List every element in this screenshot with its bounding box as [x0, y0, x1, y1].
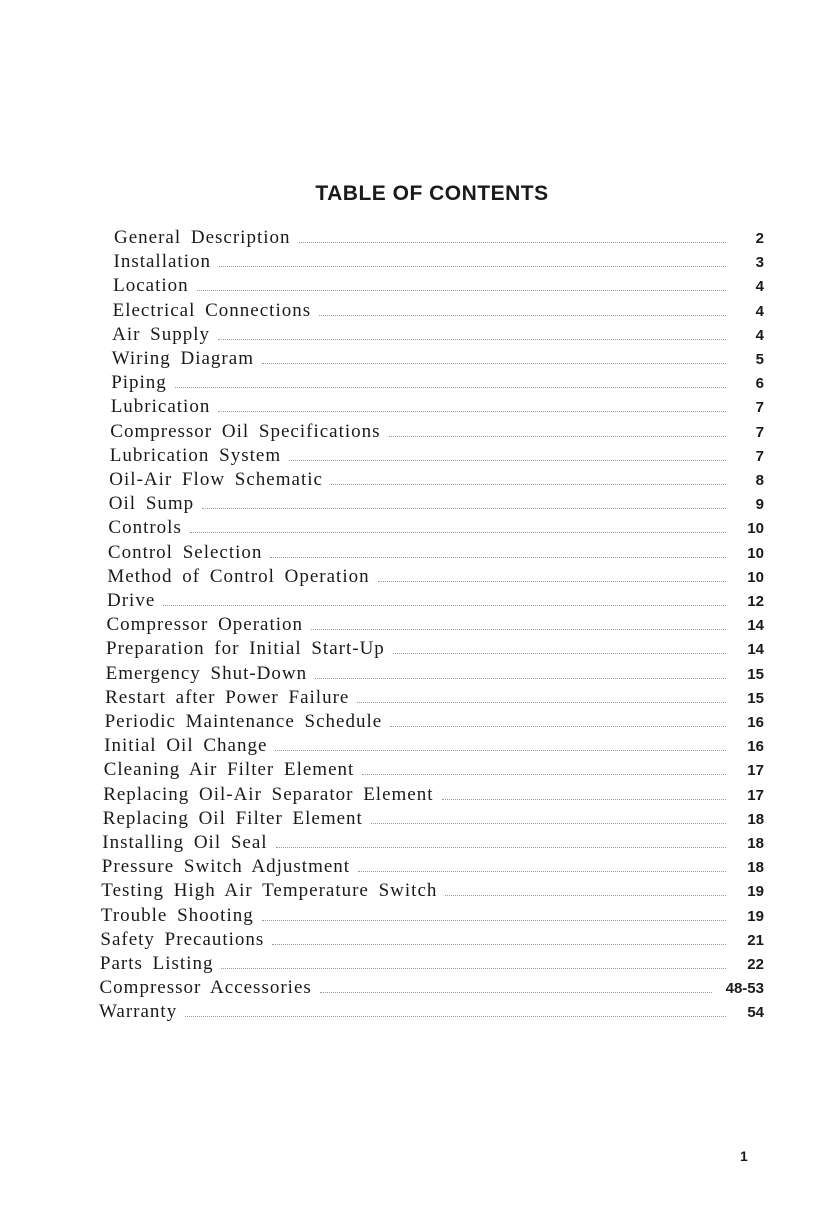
dot-leader [315, 678, 726, 679]
dot-leader [262, 920, 726, 921]
dot-leader [175, 387, 726, 388]
toc-entry-label: Compressor Operation [106, 614, 304, 636]
toc-entry-label: Air Supply [112, 323, 211, 345]
toc-entry-page: 19 [747, 883, 764, 901]
dot-leader [218, 411, 726, 412]
toc-entry-page: 7 [755, 447, 764, 465]
toc-entry-page: 9 [755, 496, 764, 514]
dot-leader [272, 944, 726, 945]
toc-entry-page: 14 [747, 641, 764, 659]
dot-leader [362, 774, 726, 775]
toc-entry [101, 879, 764, 903]
dot-leader [319, 315, 726, 316]
toc-entry-label: Controls [108, 517, 182, 539]
toc-entry [103, 807, 764, 831]
dot-leader [275, 750, 726, 751]
toc-entry-page: 10 [747, 544, 764, 562]
toc-entry-label: Replacing Oil-Air Separator Element [103, 783, 434, 805]
toc-entry [110, 444, 764, 468]
toc-entry-label: Drive [107, 590, 156, 611]
toc-entry-label: Testing High Air Temperature Switch [101, 880, 438, 902]
toc-entry [109, 468, 764, 492]
dot-leader [163, 605, 726, 606]
dot-leader [197, 290, 726, 291]
toc-entry-page: 5 [755, 351, 764, 368]
dot-leader [299, 242, 726, 243]
toc-entry-page: 10 [747, 520, 764, 538]
toc-entry-label: Pressure Switch Adjustment [101, 856, 351, 878]
toc-entry-label: Oil-Air Flow Schematic [109, 469, 323, 490]
toc-entry-label: Compressor Accessories [99, 977, 312, 999]
toc-entry-label: Emergency Shut-Down [105, 662, 308, 684]
toc-entry-page: 48-53 [725, 980, 764, 998]
toc-entry-label: Safety Precautions [100, 928, 265, 950]
toc-entry [99, 1000, 764, 1024]
page-number: 1 [740, 1148, 748, 1164]
dot-leader [289, 460, 726, 461]
toc-entry [100, 928, 764, 952]
dot-leader [445, 895, 726, 896]
toc-entry [114, 226, 764, 250]
dot-leader [371, 823, 726, 824]
dot-leader [390, 726, 726, 727]
toc-entry [103, 783, 764, 807]
toc-entry-page: 6 [755, 375, 764, 393]
toc-entry-label: Control Selection [107, 541, 263, 563]
toc-entry-page: 18 [747, 810, 765, 828]
toc-entry-page: 16 [747, 738, 764, 756]
dot-leader [219, 266, 726, 267]
toc-entry [104, 734, 764, 758]
dot-leader [357, 702, 726, 703]
toc-entry [108, 516, 764, 540]
dot-leader [311, 629, 726, 630]
dot-leader [202, 508, 726, 509]
toc-entry-label: Restart after Power Failure [105, 686, 350, 708]
toc-entry [114, 250, 765, 274]
toc-entry-page: 15 [747, 689, 764, 707]
toc-entry-page: 54 [747, 1004, 764, 1022]
toc-entry-label: Compressor Oil Specifications [110, 420, 381, 442]
toc-entry-page: 3 [755, 254, 764, 272]
dot-leader [190, 532, 726, 533]
dot-leader [331, 484, 726, 485]
toc-entry-label: Electrical Connections [112, 299, 312, 321]
toc-entry-page: 16 [747, 714, 764, 731]
dot-leader [276, 847, 726, 848]
toc-entry-label: Location [113, 275, 189, 297]
toc-entry [100, 976, 765, 1000]
toc-entry-page: 17 [747, 762, 764, 780]
toc-entry [113, 299, 764, 323]
toc-entry-page: 4 [755, 326, 764, 344]
dot-leader [442, 799, 726, 800]
toc-entry-page: 19 [747, 907, 764, 925]
toc-entry [107, 589, 764, 613]
dot-leader [262, 363, 726, 364]
toc-entry-page: 14 [747, 617, 764, 635]
dot-leader [221, 968, 726, 969]
toc-entry [107, 613, 765, 637]
toc-entry-page: 12 [747, 593, 764, 610]
toc-entry-page: 21 [747, 931, 764, 949]
toc-entry-label: Cleaning Air Filter Element [103, 759, 355, 781]
dot-leader [389, 436, 727, 437]
toc-entry [100, 952, 764, 976]
toc-entry [111, 371, 764, 395]
toc-entry-label: Piping [111, 372, 167, 394]
toc-entry-page: 22 [747, 956, 764, 973]
toc-entry-page: 2 [755, 230, 764, 247]
toc-entry-label: Lubrication [110, 396, 211, 418]
toc-entry [112, 323, 764, 347]
toc-entry [105, 686, 764, 710]
toc-entry-page: 7 [755, 399, 764, 417]
toc-entry [108, 541, 764, 565]
toc-entry [102, 855, 764, 879]
toc-entry-label: Lubrication System [109, 444, 282, 466]
toc-entry-label: Installation [113, 251, 211, 273]
toc-entry [106, 662, 764, 686]
toc-entry-label: Periodic Maintenance Schedule [104, 711, 383, 732]
toc-entry-label: Wiring Diagram [111, 348, 254, 369]
toc-entry-label: Initial Oil Change [104, 735, 268, 757]
toc-entry-label: Warranty [99, 1001, 178, 1023]
toc-entry-page: 18 [747, 859, 764, 877]
toc-entry [104, 758, 764, 782]
toc-entry-page: 7 [755, 423, 765, 441]
toc-entry [106, 637, 764, 661]
toc-entry [101, 904, 764, 928]
toc-entry [107, 565, 764, 589]
table-of-contents [0, 226, 814, 1026]
dot-leader [358, 871, 726, 872]
toc-entry [113, 274, 764, 298]
dot-leader [378, 581, 726, 582]
toc-entry [111, 395, 764, 419]
toc-entry-page: 8 [755, 472, 764, 489]
toc-entry-label: General Description [114, 227, 291, 248]
toc-entry-page: 4 [755, 302, 764, 320]
toc-entry-page: 17 [747, 786, 764, 804]
toc-entry-label: Method of Control Operation [107, 565, 370, 587]
toc-entry [109, 492, 764, 516]
toc-entry-page: 10 [747, 568, 764, 586]
toc-entry [110, 420, 764, 444]
toc-entry-page: 18 [747, 835, 764, 852]
toc-entry-label: Oil Sump [108, 493, 195, 515]
toc-entry-page: 15 [747, 665, 764, 683]
toc-entry [112, 347, 764, 371]
dot-leader [185, 1016, 726, 1017]
toc-entry [102, 831, 764, 855]
dot-leader [320, 992, 712, 993]
page-title: TABLE OF CONTENTS [315, 182, 549, 205]
toc-entry-page: 4 [755, 278, 764, 296]
toc-entry-label: Parts Listing [99, 953, 214, 974]
toc-entry-label: Installing Oil Seal [102, 832, 268, 853]
toc-entry [105, 710, 764, 734]
toc-entry-label: Preparation for Initial Start-Up [106, 638, 385, 660]
toc-entry-label: Trouble Shooting [100, 904, 254, 926]
toc-entry-label: Replacing Oil Filter Element [102, 807, 363, 829]
dot-leader [218, 339, 726, 340]
dot-leader [270, 557, 726, 558]
dot-leader [393, 653, 726, 654]
